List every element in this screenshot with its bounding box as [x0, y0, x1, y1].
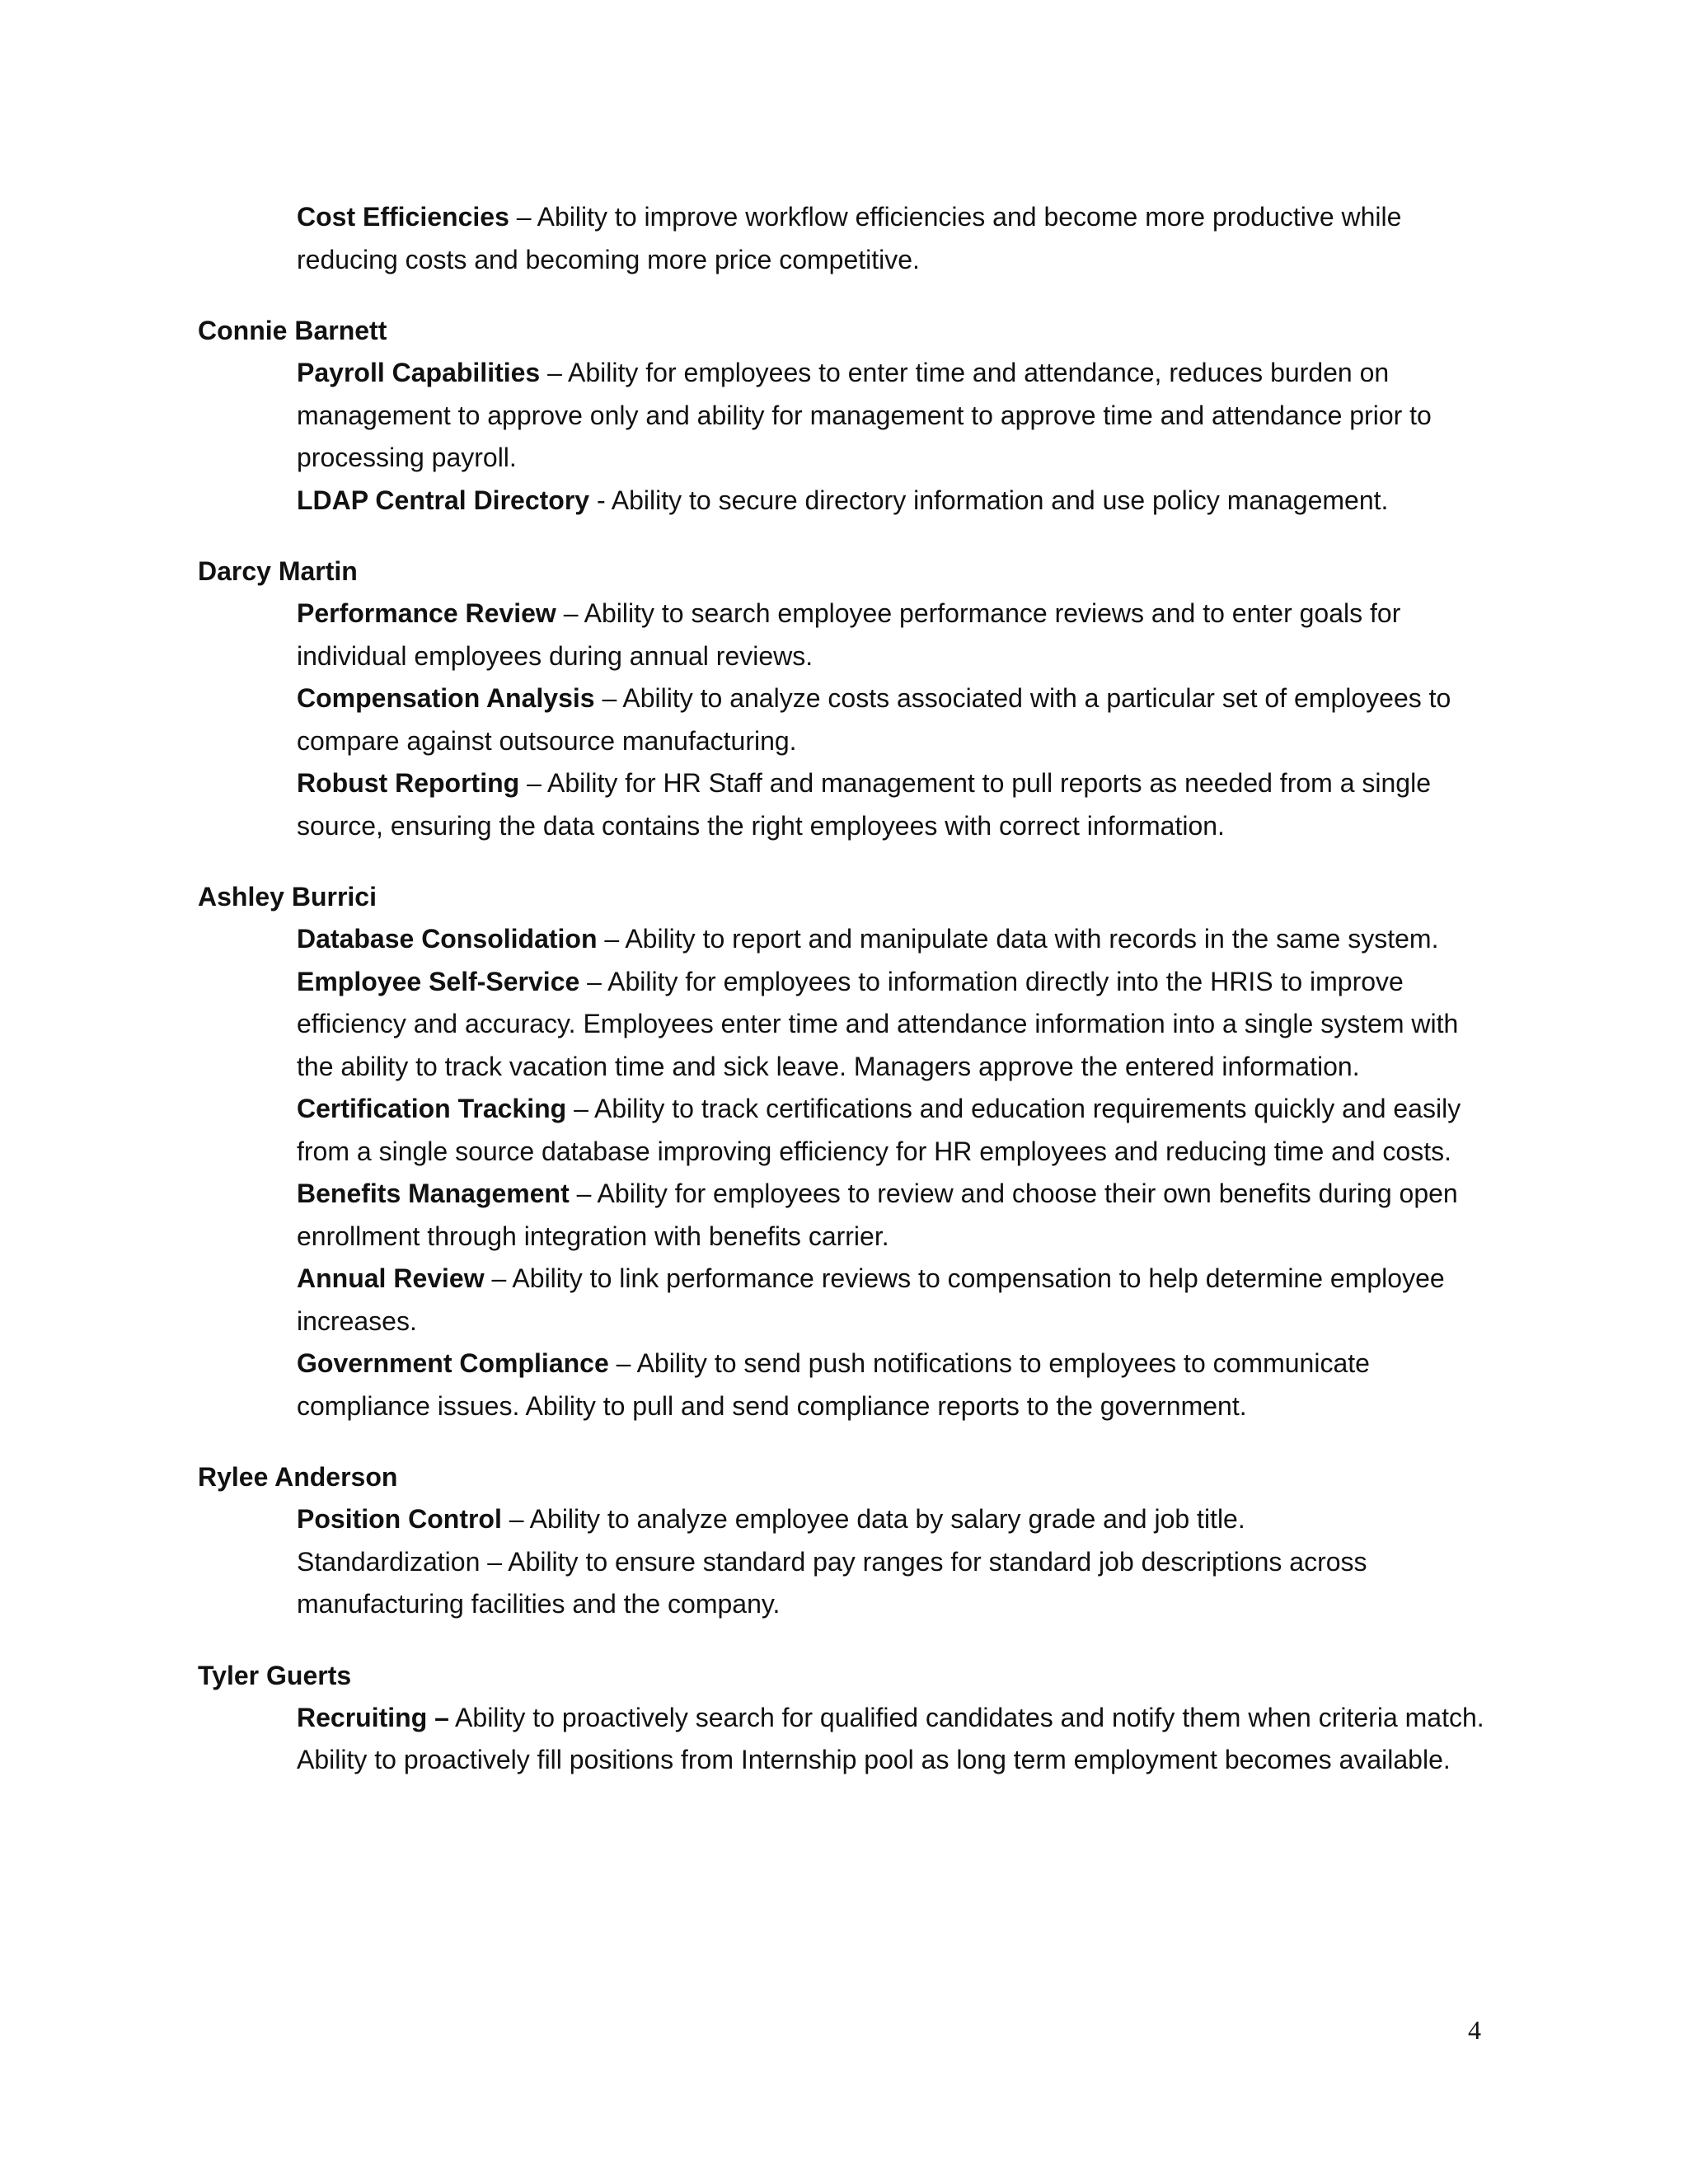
- item-term: Robust Reporting: [297, 768, 520, 798]
- item-list: [297, 918, 1500, 1427]
- intro-block: [297, 196, 1500, 281]
- section-connie-barnett: [198, 309, 1500, 522]
- document-content: [198, 196, 1500, 1810]
- item-text: – Ability for HR Staff and management to pull reports as needed from a single source, ensuring the data contains the right employees with correct information.: [297, 768, 1431, 841]
- item-list: [297, 352, 1500, 522]
- person-name: Tyler Guerts: [198, 1660, 352, 1690]
- item-text: – Ability for employees to information directly into the HRIS to improve efficiency and accuracy. Employees enter time and attendance information into a single system with the ability to track vacation time and sick leave. Managers approve the entered information.: [297, 966, 1459, 1081]
- item-text: – Ability to report and manipulate data with records in the same system.: [597, 924, 1439, 954]
- person-name: Ashley Burrici: [198, 882, 377, 912]
- item-term: Government Compliance: [297, 1348, 609, 1378]
- item-text: – Ability to link performance reviews to compensation to help determine employee increases.: [297, 1263, 1445, 1336]
- item-text: – Ability to analyze employee data by salary grade and job title.: [501, 1504, 1245, 1534]
- list-item: [297, 352, 1500, 480]
- list-item: [297, 1173, 1500, 1258]
- item-term: Payroll Capabilities: [297, 358, 541, 387]
- section-rylee-anderson: [198, 1455, 1500, 1626]
- item-term: Database Consolidation: [297, 924, 598, 954]
- item-term: Benefits Management: [297, 1179, 570, 1208]
- section-darcy-martin: [198, 550, 1500, 847]
- item-text: - Ability to secure directory information and use policy management.: [589, 485, 1389, 515]
- section-tyler-guerts: [198, 1654, 1500, 1782]
- item-list: [297, 593, 1500, 847]
- item-text: – Ability for employees to review and choose their own benefits during open enrollment through integration with benefits carrier.: [297, 1179, 1458, 1251]
- list-item: [297, 1258, 1500, 1343]
- item-text: – Ability to track certifications and education requirements quickly and easily from a single source database improving efficiency for HR employees and reducing time and costs.: [297, 1094, 1461, 1166]
- person-name: Connie Barnett: [198, 316, 387, 345]
- intro-item: [297, 196, 1500, 281]
- item-text: – Ability to send push notifications to employees to communicate compliance issues. Ability to pull and send compliance reports to the government.: [297, 1348, 1370, 1421]
- list-item: [297, 762, 1500, 847]
- list-item: [297, 1498, 1500, 1541]
- item-term: Position Control: [297, 1504, 502, 1534]
- item-term: LDAP Central Directory: [297, 485, 590, 515]
- item-text: Ability to proactively search for qualified candidates and notify them when criteria match. Ability to proactively fill positions from Internship pool as long term employment becomes available.: [297, 1702, 1484, 1774]
- page-number: 4: [1468, 2015, 1481, 2045]
- item-text: – Ability for employees to enter time and attendance, reduces burden on management to approve only and ability for management to approve time and attendance prior to processing payroll.: [297, 358, 1432, 472]
- list-item: [297, 1343, 1500, 1427]
- item-term: Cost Efficiencies: [297, 202, 509, 232]
- item-term: Compensation Analysis: [297, 683, 595, 713]
- item-term: Recruiting –: [297, 1702, 449, 1732]
- item-list: [297, 1498, 1500, 1626]
- item-text: Standardization – Ability to ensure standard pay ranges for standard job descriptions across manufacturing facilities and the company.: [297, 1546, 1367, 1619]
- list-item: [297, 961, 1500, 1089]
- list-item: [297, 677, 1500, 762]
- list-item: [297, 1088, 1500, 1173]
- item-list: [297, 1697, 1500, 1782]
- item-text: – Ability to search employee performance reviews and to enter goals for individual employees during annual reviews.: [297, 598, 1401, 671]
- item-term: Employee Self-Service: [297, 966, 580, 996]
- item-term: Performance Review: [297, 598, 556, 628]
- list-item: [297, 593, 1500, 677]
- item-term: Certification Tracking: [297, 1094, 567, 1123]
- section-ashley-burrici: [198, 875, 1500, 1427]
- item-text: – Ability to improve workflow efficiencies and become more productive while reducing costs and becoming more price competitive.: [297, 202, 1402, 274]
- item-term: Annual Review: [297, 1263, 485, 1293]
- list-item: [297, 918, 1500, 961]
- list-item: [297, 480, 1500, 523]
- person-name: Rylee Anderson: [198, 1462, 398, 1492]
- list-item: [297, 1541, 1500, 1626]
- item-text: – Ability to analyze costs associated with a particular set of employees to compare against outsource manufacturing.: [297, 683, 1451, 756]
- person-name: Darcy Martin: [198, 556, 358, 586]
- list-item: [297, 1697, 1500, 1782]
